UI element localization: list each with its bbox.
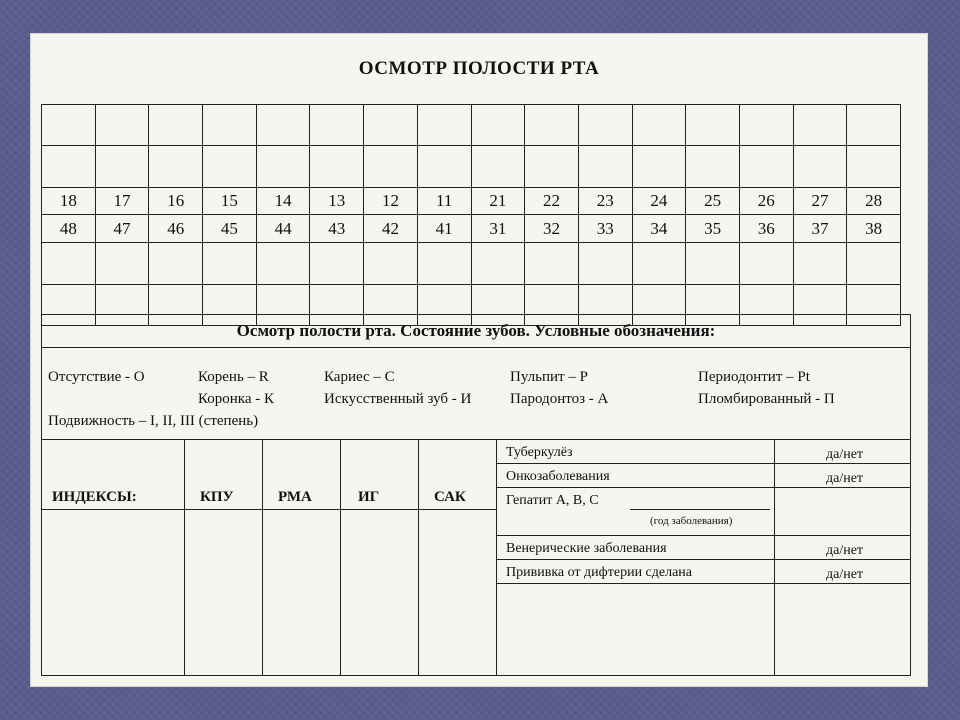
tooth-number: 35 — [686, 215, 740, 243]
upper-teeth-row — [42, 187, 901, 215]
grid-line — [418, 439, 419, 675]
tooth-number: 33 — [578, 215, 632, 243]
grid-line — [340, 439, 341, 675]
tooth-number: 32 — [525, 215, 579, 243]
diphtheria-yes-no: да/нет — [826, 567, 864, 582]
tooth-number: 16 — [149, 187, 203, 215]
diphtheria-label: Прививка от дифтерии сделана — [506, 565, 693, 580]
tooth-number: 44 — [256, 215, 310, 243]
tooth-number: 17 — [95, 187, 149, 215]
tooth-number: 12 — [364, 187, 418, 215]
tooth-number: 15 — [203, 187, 257, 215]
section-divider — [42, 439, 910, 440]
legend-periodontitis: Периодонтит – Pt — [698, 369, 810, 385]
tooth-number: 48 — [42, 215, 96, 243]
grid-line — [262, 439, 263, 675]
dental-form-sheet — [31, 34, 927, 686]
tooth-number: 25 — [686, 187, 740, 215]
legend-artificial-tooth: Искусственный зуб - И — [324, 391, 472, 407]
legend-filled: Пломбированный - П — [698, 391, 835, 407]
legend-title: Осмотр полости рта. Состояние зубов. Условные обозначения: — [42, 321, 910, 348]
tooth-number: 43 — [310, 215, 364, 243]
legend-mobility: Подвижность – I, II, III (степень) — [48, 413, 259, 429]
legend-absence: Отсутствие - О — [48, 369, 145, 385]
index-kpu: КПУ — [200, 489, 234, 505]
tooth-number: 13 — [310, 187, 364, 215]
legend-box — [41, 314, 911, 676]
grid-line — [42, 509, 496, 510]
form-title: ОСМОТР ПОЛОСТИ РТА — [358, 58, 600, 79]
grid-line — [496, 463, 910, 464]
tooth-number: 11 — [417, 187, 471, 215]
hepatitis-label: Гепатит А, В, С — [506, 493, 599, 508]
tooth-chart — [41, 104, 901, 326]
tooth-number: 28 — [847, 187, 901, 215]
tooth-number: 27 — [793, 187, 847, 215]
tooth-number: 18 — [42, 187, 96, 215]
tuberculosis-label: Туберкулёз — [506, 445, 573, 460]
lower-teeth-row — [42, 215, 901, 243]
tooth-number: 21 — [471, 187, 525, 215]
grid-line — [496, 535, 910, 536]
venereal-yes-no: да/нет — [826, 543, 864, 558]
indices-label: ИНДЕКСЫ: — [52, 489, 137, 505]
index-ig: ИГ — [358, 489, 380, 505]
tooth-number: 37 — [793, 215, 847, 243]
oncology-label: Онкозаболевания — [506, 469, 610, 484]
grid-line — [184, 439, 185, 675]
index-sak: САК — [434, 489, 466, 505]
tuberculosis-yes-no: да/нет — [826, 447, 864, 462]
legend-caries: Кариес – С — [324, 369, 395, 385]
grid-line — [774, 439, 775, 675]
hepatitis-note: (год заболевания) — [650, 515, 733, 527]
grid-line — [496, 559, 910, 560]
tooth-number: 24 — [632, 187, 686, 215]
tooth-number: 34 — [632, 215, 686, 243]
tooth-number: 45 — [203, 215, 257, 243]
tooth-number: 47 — [95, 215, 149, 243]
legend-pulpitis: Пульпит – Р — [510, 369, 588, 385]
venereal-label: Венерические заболевания — [506, 541, 667, 556]
tooth-number: 22 — [525, 187, 579, 215]
tooth-number: 31 — [471, 215, 525, 243]
oncology-yes-no: да/нет — [826, 471, 864, 486]
tooth-number: 14 — [256, 187, 310, 215]
tooth-number: 36 — [739, 215, 793, 243]
grid-line — [496, 583, 910, 584]
index-rma: РМА — [278, 489, 312, 505]
grid-line — [496, 439, 497, 675]
tooth-number: 38 — [847, 215, 901, 243]
grid-line — [496, 487, 910, 488]
legend-crown: Коронка - К — [198, 391, 275, 407]
tooth-number: 41 — [417, 215, 471, 243]
legend-parodontosis: Пародонтоз - А — [510, 391, 609, 407]
tooth-number: 23 — [578, 187, 632, 215]
hepatitis-year-line — [630, 509, 770, 510]
tooth-number: 46 — [149, 215, 203, 243]
tooth-number: 26 — [739, 187, 793, 215]
tooth-number: 42 — [364, 215, 418, 243]
legend-root: Корень – R — [198, 369, 269, 385]
